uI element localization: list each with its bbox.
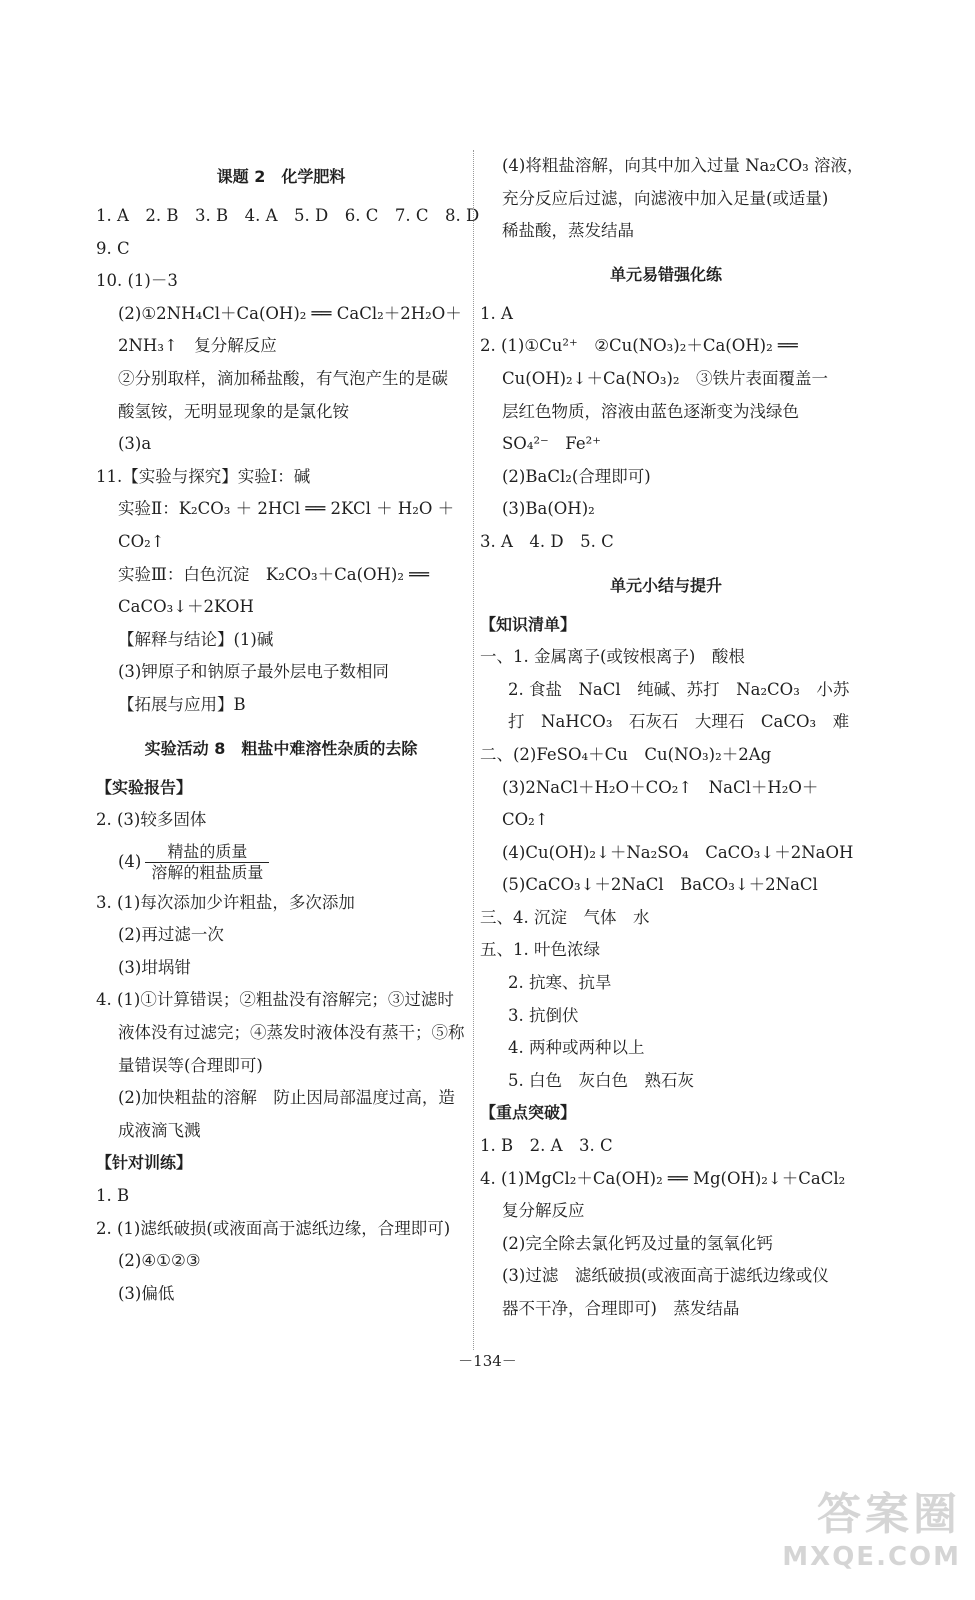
answer-line: (2)加快粗盐的溶解 防止因局部温度过高，造 (118, 1088, 455, 1108)
answer-line: 1. B (96, 1186, 130, 1206)
answer-line: 实验Ⅲ：白色沉淀 K₂CO₃＋Ca(OH)₂ ══ (118, 564, 430, 584)
answer-line: 量错误等(合理即可) (118, 1055, 263, 1075)
answer-line: 一、1. 金属离子(或铵根离子) 酸根 (480, 647, 745, 667)
fraction-denominator: 溶解的粗盐质量 (151, 862, 264, 882)
answer-line: (3)a (118, 434, 152, 454)
answer-line: (3)2NaCl＋H₂O＋CO₂↑ NaCl＋H₂O＋ (502, 777, 819, 797)
answer-line: 【拓展与应用】B (118, 694, 246, 714)
answer-line: 2. 抗寒、抗旱 (508, 973, 612, 993)
answer-line: 打 NaHCO₃ 石灰石 大理石 CaCO₃ 难 (508, 712, 850, 732)
answer-line: 3. 抗倒伏 (508, 1005, 579, 1025)
answer-line: (5)CaCO₃↓＋2NaCl BaCO₃↓＋2NaCl (502, 875, 818, 895)
answer-line: (4)将粗盐溶解，向其中加入过量 Na₂CO₃ 溶液， (502, 156, 864, 175)
answer-line: 3. (1)每次添加少许粗盐，多次添加 (96, 892, 355, 912)
watermark (731, 1478, 961, 1588)
fraction (145, 842, 269, 883)
answer-line: 2NH₃↑ 复分解反应 (118, 336, 277, 356)
right-column (480, 150, 864, 1326)
answer-line: 2. (1)①Cu²⁺ ②Cu(NO₃)₂＋Ca(OH)₂ ══ (480, 336, 798, 356)
answer-line: 11.【实验与探究】实验Ⅰ：碱 (96, 466, 311, 486)
subsection-heading: 【实验报告】 (96, 777, 193, 797)
answer-line: 三、4. 沉淀 气体 水 (480, 907, 650, 927)
answer-line: 五、1. 叶色浓绿 (480, 940, 600, 960)
answer-line: (3)偏低 (118, 1283, 175, 1303)
answer-line: (3)坩埚钳 (118, 957, 191, 977)
answer-line: (2)BaCl₂(合理即可) (502, 466, 651, 486)
section-title: 实验活动 8 粗盐中难溶性杂质的去除 (144, 738, 418, 758)
answer-line: (3)钾原子和钠原子最外层电子数相同 (118, 662, 389, 682)
page-number: －134－ (458, 1352, 517, 1370)
section-title: 课题 2 化学肥料 (216, 167, 346, 186)
answer-line: 4. 两种或两种以上 (508, 1038, 645, 1058)
section-title: 单元易错强化练 (609, 264, 722, 284)
left-column (96, 150, 480, 1310)
watermark-url: MXQE.COM (782, 1542, 961, 1572)
answer-line: 层红色物质，溶液由蓝色逐渐变为浅绿色 (502, 401, 799, 421)
fraction-numerator: 精盐的质量 (145, 842, 269, 863)
answer-line: 3. A 4. D 5. C (480, 531, 614, 551)
answer-line: ②分别取样，滴加稀盐酸，有气泡产生的是碳 (118, 368, 448, 388)
answer-line: 2. (3)较多固体 (96, 810, 207, 830)
answer-line: 4. (1)①计算错误；②粗盐没有溶解完；③过滤时 (96, 990, 454, 1010)
answer-line: (2)④①②③ (118, 1251, 201, 1271)
answer-line: 10. (1)－3 (96, 271, 178, 291)
answer-line: 充分反应后过滤，向滤液中加入足量(或适量) (502, 188, 829, 208)
answer-line: 【解释与结论】(1)碱 (118, 629, 274, 649)
answer-line: 1. A (480, 303, 513, 323)
answer-line: 酸氢铵，无明显现象的是氯化铵 (118, 401, 349, 421)
fraction-answer (96, 837, 466, 887)
answer-line: 成液滴飞溅 (118, 1120, 201, 1140)
answer-line: CO₂↑ (502, 810, 549, 830)
answer-line: CaCO₃↓＋2KOH (118, 597, 254, 617)
answer-line: 5. 白色 灰白色 熟石灰 (508, 1070, 694, 1090)
watermark-logo: 答案圈 (817, 1489, 961, 1540)
fraction-prefix: (4) (118, 851, 142, 871)
answer-line: (3)过滤 滤纸破损(或液面高于滤纸边缘或仪 (502, 1266, 829, 1286)
answer-line: (3)Ba(OH)₂ (502, 499, 595, 519)
subsection-heading: 【重点突破】 (480, 1103, 577, 1123)
answer-line: 液体没有过滤完；④蒸发时液体没有蒸干；⑤称 (118, 1023, 465, 1043)
subsection-heading: 【针对训练】 (96, 1153, 193, 1173)
answer-line: 二、(2)FeSO₄＋Cu Cu(NO₃)₂＋2Ag (480, 744, 772, 764)
subsection-heading: 【知识清单】 (480, 614, 577, 634)
answer-line: 9. C (96, 238, 130, 258)
answer-line: 复分解反应 (502, 1201, 585, 1221)
answer-line: CO₂↑ (118, 531, 165, 551)
answer-line: 稀盐酸，蒸发结晶 (502, 221, 634, 241)
answer-line: SO₄²⁻ Fe²⁺ (502, 434, 601, 454)
answer-line: (4)Cu(OH)₂↓＋Na₂SO₄ CaCO₃↓＋2NaOH (502, 842, 854, 862)
answer-line: 1. A 2. B 3. B 4. A 5. D 6. C 7. C 8. D (96, 206, 480, 225)
answer-line: 4. (1)MgCl₂＋Ca(OH)₂ ══ Mg(OH)₂↓＋CaCl₂ (480, 1168, 846, 1188)
answer-line: 1. B 2. A 3. C (480, 1136, 613, 1156)
answer-line: 实验Ⅱ：K₂CO₃ ＋ 2HCl ══ 2KCl ＋ H₂O ＋ (118, 499, 455, 519)
section-title: 单元小结与提升 (609, 575, 722, 595)
answer-line: (2)①2NH₄Cl＋Ca(OH)₂ ══ CaCl₂＋2H₂O＋ (118, 303, 462, 323)
answer-line: (2)完全除去氯化钙及过量的氢氧化钙 (502, 1233, 773, 1253)
column-divider (473, 150, 475, 1350)
answer-line: 2. (1)滤纸破损(或液面高于滤纸边缘，合理即可) (96, 1218, 451, 1238)
answer-line: 2. 食盐 NaCl 纯碱、苏打 Na₂CO₃ 小苏 (508, 679, 850, 699)
answer-line: 器不干净，合理即可) 蒸发结晶 (502, 1299, 740, 1318)
answer-line: (2)再过滤一次 (118, 925, 224, 945)
answer-line: Cu(OH)₂↓＋Ca(NO₃)₂ ③铁片表面覆盖一 (502, 368, 829, 388)
